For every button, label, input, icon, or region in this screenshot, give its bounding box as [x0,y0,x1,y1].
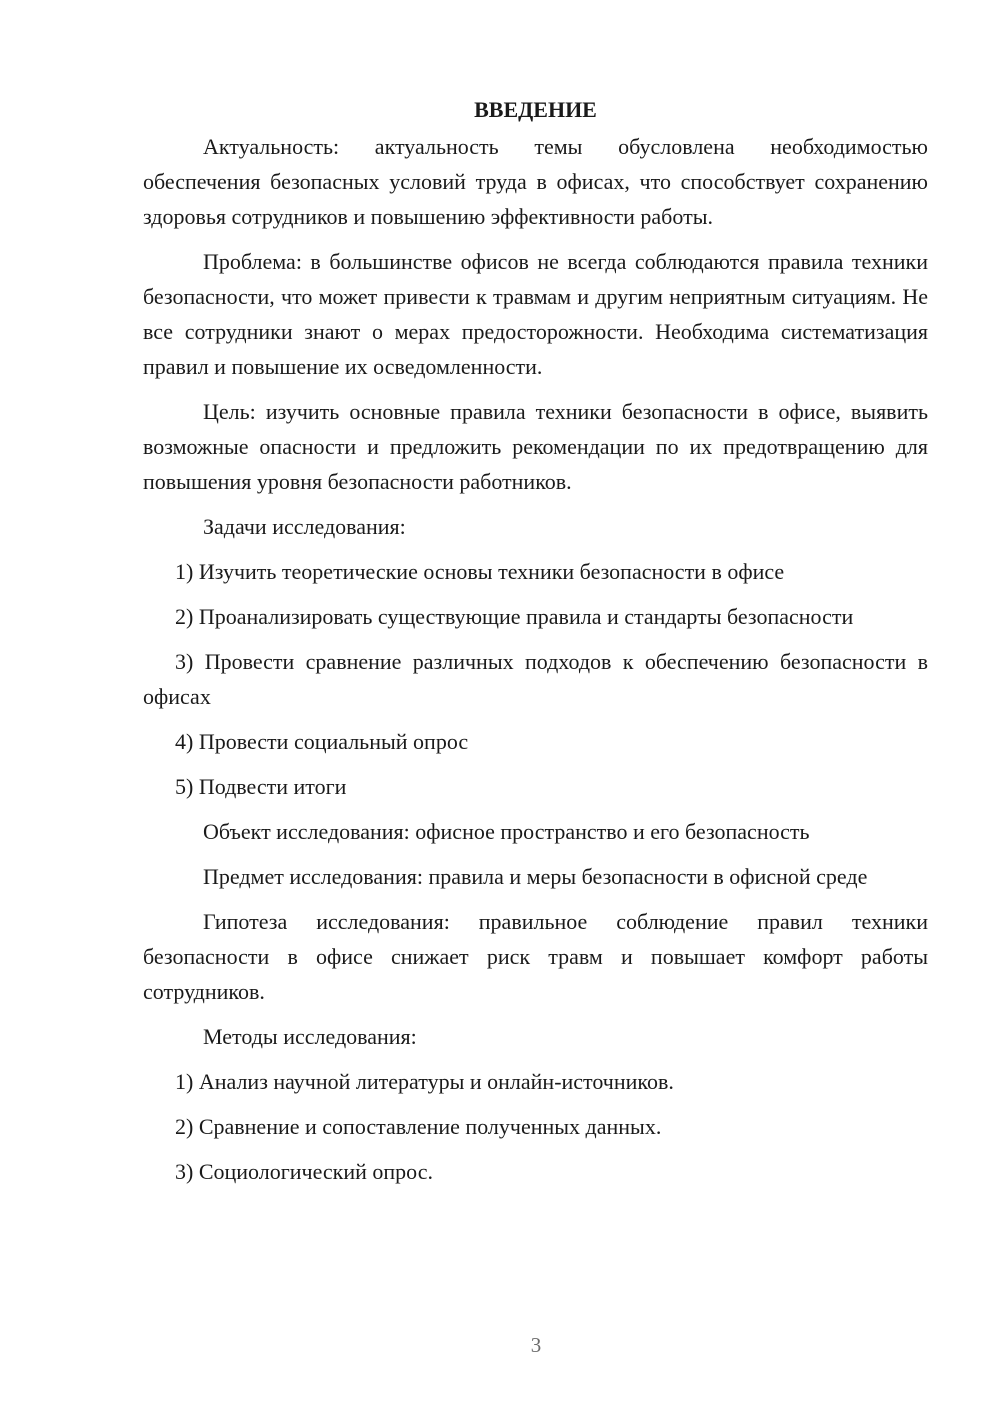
hypothesis-paragraph: Гипотеза исследования: правильное соблюдение правил техники безопасности в офисе снижает риск травм и повышает комфорт работы сотрудников. [143,909,928,1004]
object-paragraph: Объект исследования: офисное пространство и его безопасность [203,819,810,844]
document-page [143,92,928,1199]
method-item-1: 1) Анализ научной литературы и онлайн-источников. [175,1069,674,1094]
page-number: 3 [530,1333,542,1357]
goal-paragraph: Цель: изучить основные правила техники безопасности в офисе, выявить возможные опасности и предложить рекомендации по их предотвращению для повышения уровня безопасности работников. [143,399,928,494]
methods-heading: Методы исследования: [203,1024,417,1049]
tasks-heading: Задачи исследования: [203,514,406,539]
page-title: ВВЕДЕНИЕ [474,97,597,122]
task-item-2: 2) Проанализировать существующие правила и стандарты безопасности [175,604,854,629]
task-item-5: 5) Подвести итоги [175,774,347,799]
relevance-paragraph: Актуальность: актуальность темы обусловлена необходимостью обеспечения безопасных условий труда в офисах, что способствует сохранению здоровья сотрудников и повышению эффективности работы. [143,134,928,229]
task-item-4: 4) Провести социальный опрос [175,729,469,754]
task-item-1: 1) Изучить теоретические основы техники безопасности в офисе [175,559,785,584]
method-item-3: 3) Социологический опрос. [175,1159,433,1184]
task-item-3: 3) Провести сравнение различных подходов к обеспечению безопасности в офисах [143,649,928,709]
method-item-2: 2) Сравнение и сопоставление полученных данных. [175,1114,662,1139]
problem-paragraph: Проблема: в большинстве офисов не всегда соблюдаются правила техники безопасности, что может привести к травмам и другим неприятным ситуациям. Не все сотрудники знают о мерах предосторожности. Необходима систематизация правил и повышение их осведомленности. [143,249,928,379]
subject-paragraph: Предмет исследования: правила и меры безопасности в офисной среде [203,864,868,889]
